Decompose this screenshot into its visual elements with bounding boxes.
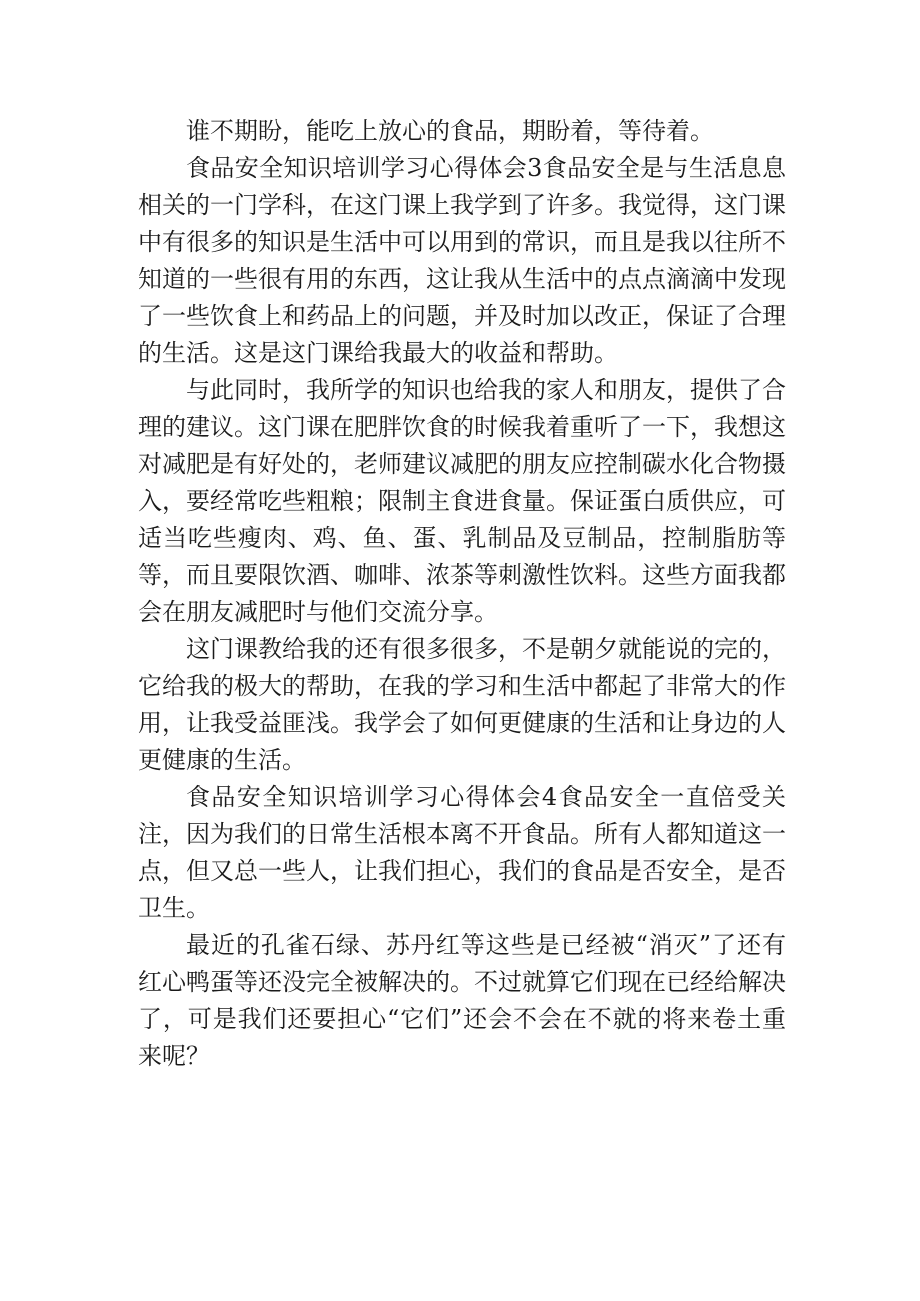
paragraph-3: 与此同时，我所学的知识也给我的家人和朋友，提供了合理的建议。这门课在肥胖饮食的时候我着重听了一下，我想这对减肥是有好处的，老师建议减肥的朋友应控制碳水化合物摄入，要经常吃些粗粮；限制主食进食量。保证蛋白质供应，可适当吃些瘦肉、鸡、鱼、蛋、乳制品及豆制品，控制脂肪等等，而且要限饮酒、咖啡、浓茶等刺激性饮料。这些方面我都会在朋友减肥时与他们交流分享。 [138,376,786,626]
document-body [138,113,786,1075]
paragraph-1: 谁不期盼，能吃上放心的食品，期盼着，等待着。 [186,117,714,145]
paragraph-2: 食品安全知识培训学习心得体会3食品安全是与生活息息相关的一门学科，在这门课上我学到了许多。我觉得，这门课中有很多的知识是生活中可以用到的常识，而且是我以往所不知道的一些很有用的东西，这让我从生活中的点点滴滴中发现了一些饮食上和药品上的问题，并及时加以改正，保证了合理的生活。这是这门课给我最大的收益和帮助。 [138,154,786,367]
paragraph-5: 食品安全知识培训学习心得体会4食品安全一直倍受关注，因为我们的日常生活根本离不开食品。所有人都知道这一点，但又总一些人，让我们担心，我们的食品是否安全，是否卫生。 [138,783,786,922]
paragraph-6: 最近的孔雀石绿、苏丹红等这些是已经被“消灭”了还有红心鸭蛋等还没完全被解决的。不过就算它们现在已经给解决了，可是我们还要担心“它们”还会不会在不就的将来卷土重来呢？ [138,931,786,1070]
paragraph-4: 这门课教给我的还有很多很多，不是朝夕就能说的完的，它给我的极大的帮助，在我的学习和生活中都起了非常大的作用，让我受益匪浅。我学会了如何更健康的生活和让身边的人更健康的生活。 [138,635,786,774]
